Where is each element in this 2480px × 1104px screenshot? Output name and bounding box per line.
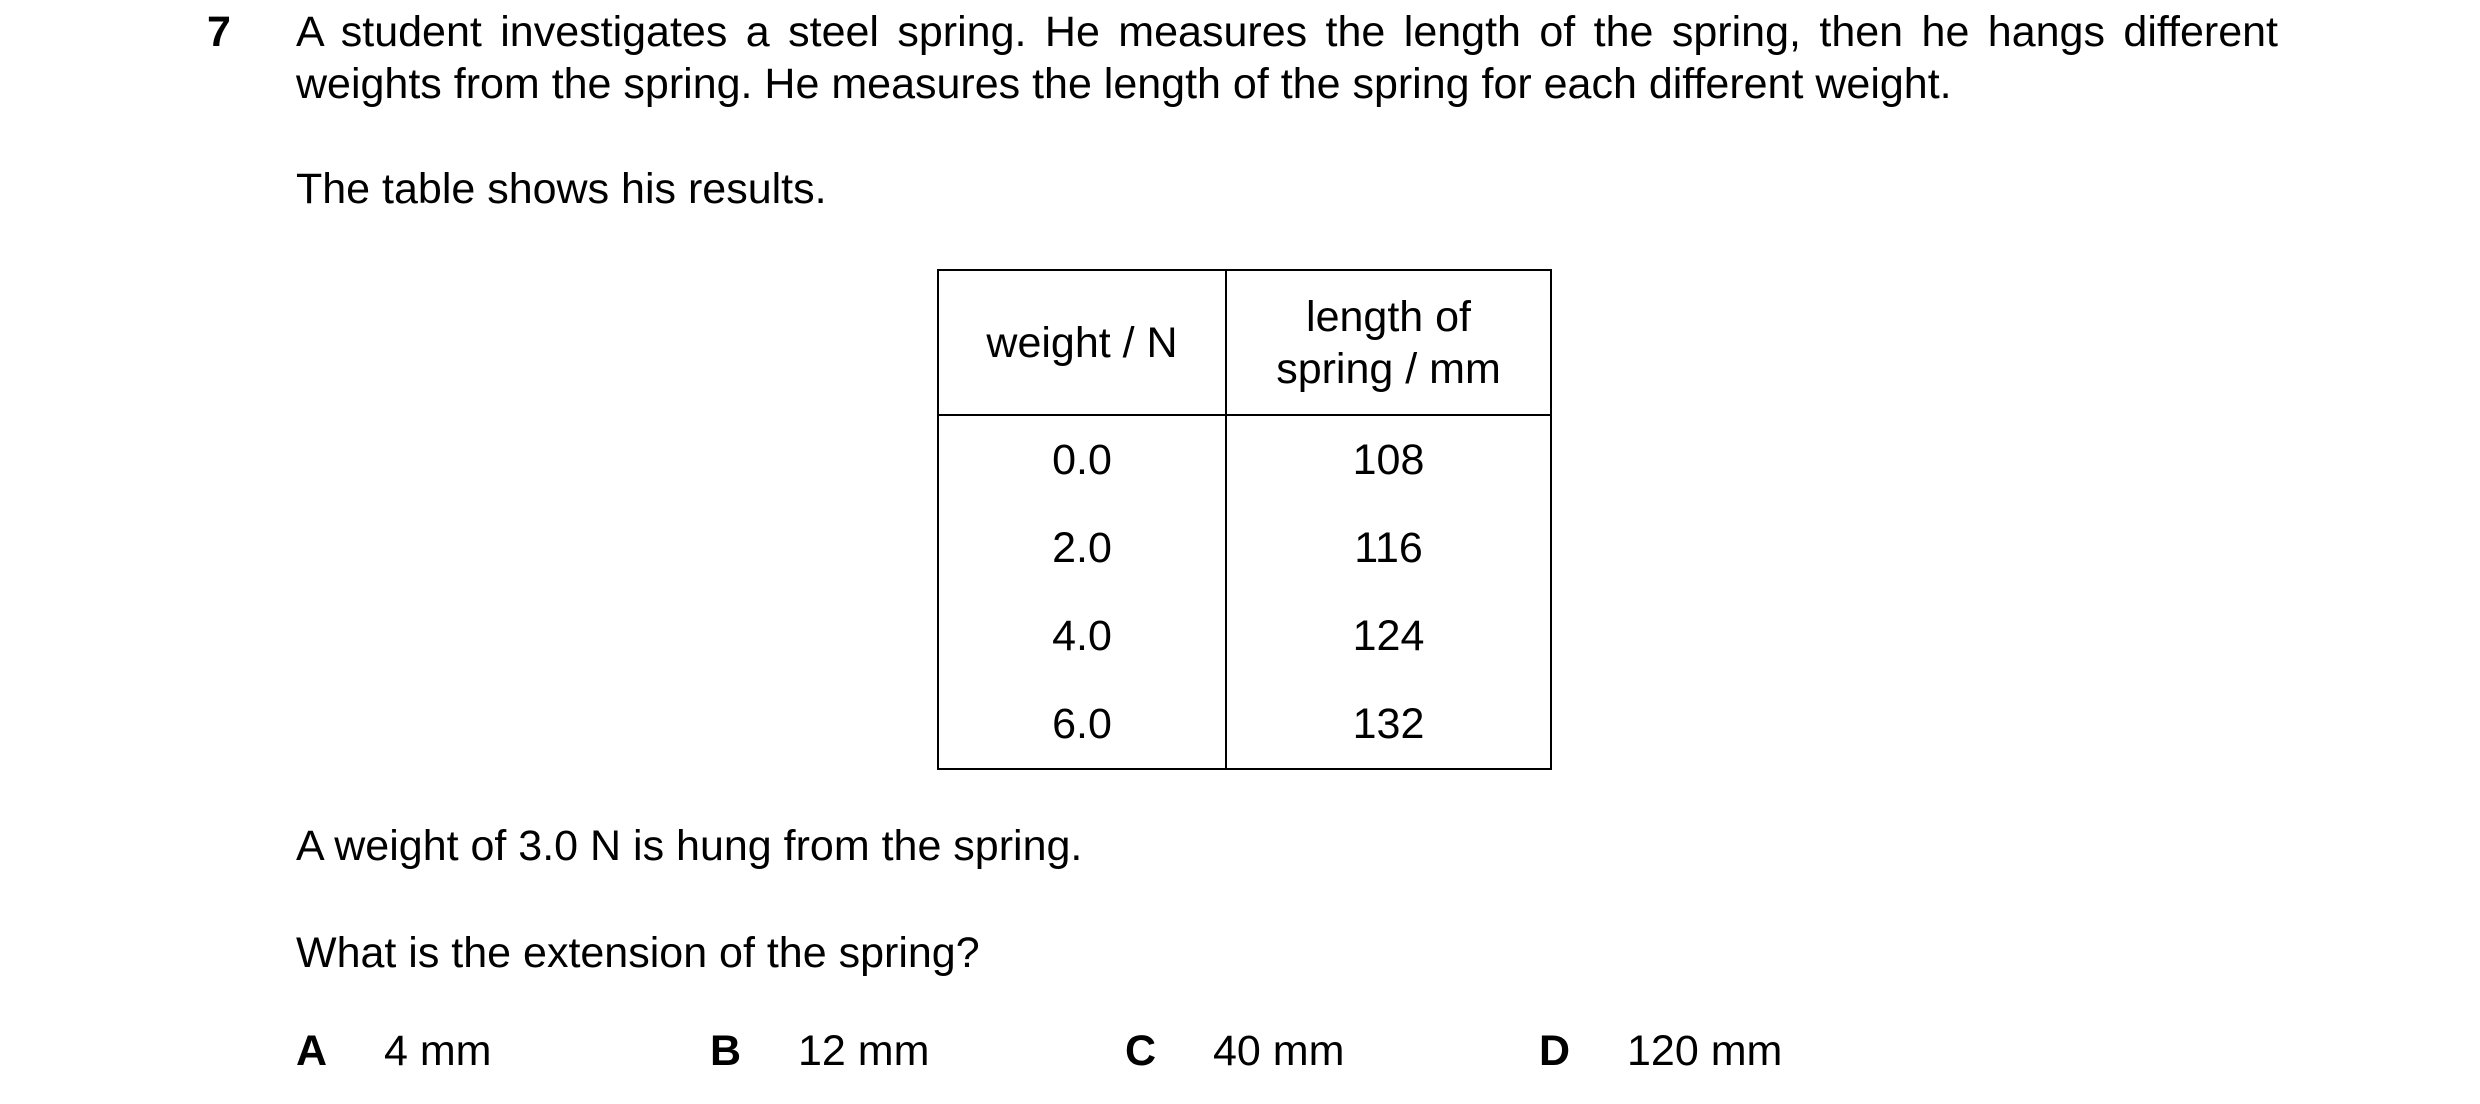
- table-row: [938, 504, 1551, 592]
- option-text: 40 mm: [1213, 1027, 1345, 1075]
- option-text: 120 mm: [1627, 1027, 1783, 1075]
- weight-cell: 0.0: [938, 415, 1226, 504]
- length-header-line1: length of: [1306, 292, 1471, 341]
- question-statement: A weight of 3.0 N is hung from the spring.: [296, 822, 1083, 870]
- question-prompt: What is the extension of the spring?: [296, 929, 980, 977]
- length-cell: 132: [1226, 680, 1551, 769]
- results-table: [937, 269, 1552, 770]
- length-cell: 108: [1226, 415, 1551, 504]
- length-cell: 116: [1226, 504, 1551, 592]
- weight-cell: 4.0: [938, 592, 1226, 680]
- option-letter: D: [1539, 1027, 1571, 1075]
- option-letter: A: [296, 1027, 328, 1075]
- length-column-header: [1226, 270, 1551, 415]
- weight-cell: 2.0: [938, 504, 1226, 592]
- option-letter: B: [710, 1027, 742, 1075]
- option-letter: C: [1125, 1027, 1157, 1075]
- table-intro: The table shows his results.: [296, 165, 827, 213]
- weight-column-header: weight / N: [938, 270, 1226, 415]
- length-header-line2: spring / mm: [1276, 344, 1501, 393]
- option-text: 12 mm: [798, 1027, 930, 1075]
- table-row: [938, 415, 1551, 504]
- option-text: 4 mm: [384, 1027, 492, 1075]
- table-row: [938, 592, 1551, 680]
- weight-cell: 6.0: [938, 680, 1226, 769]
- question-number: 7: [207, 8, 231, 56]
- length-cell: 124: [1226, 592, 1551, 680]
- question-intro: A student investigates a steel spring. He measures the length of the spring, then he hangs different weights from the spring. He measures the length of the spring for each different weight.: [296, 8, 2278, 108]
- table-header-row: [938, 270, 1551, 415]
- table-row: [938, 680, 1551, 769]
